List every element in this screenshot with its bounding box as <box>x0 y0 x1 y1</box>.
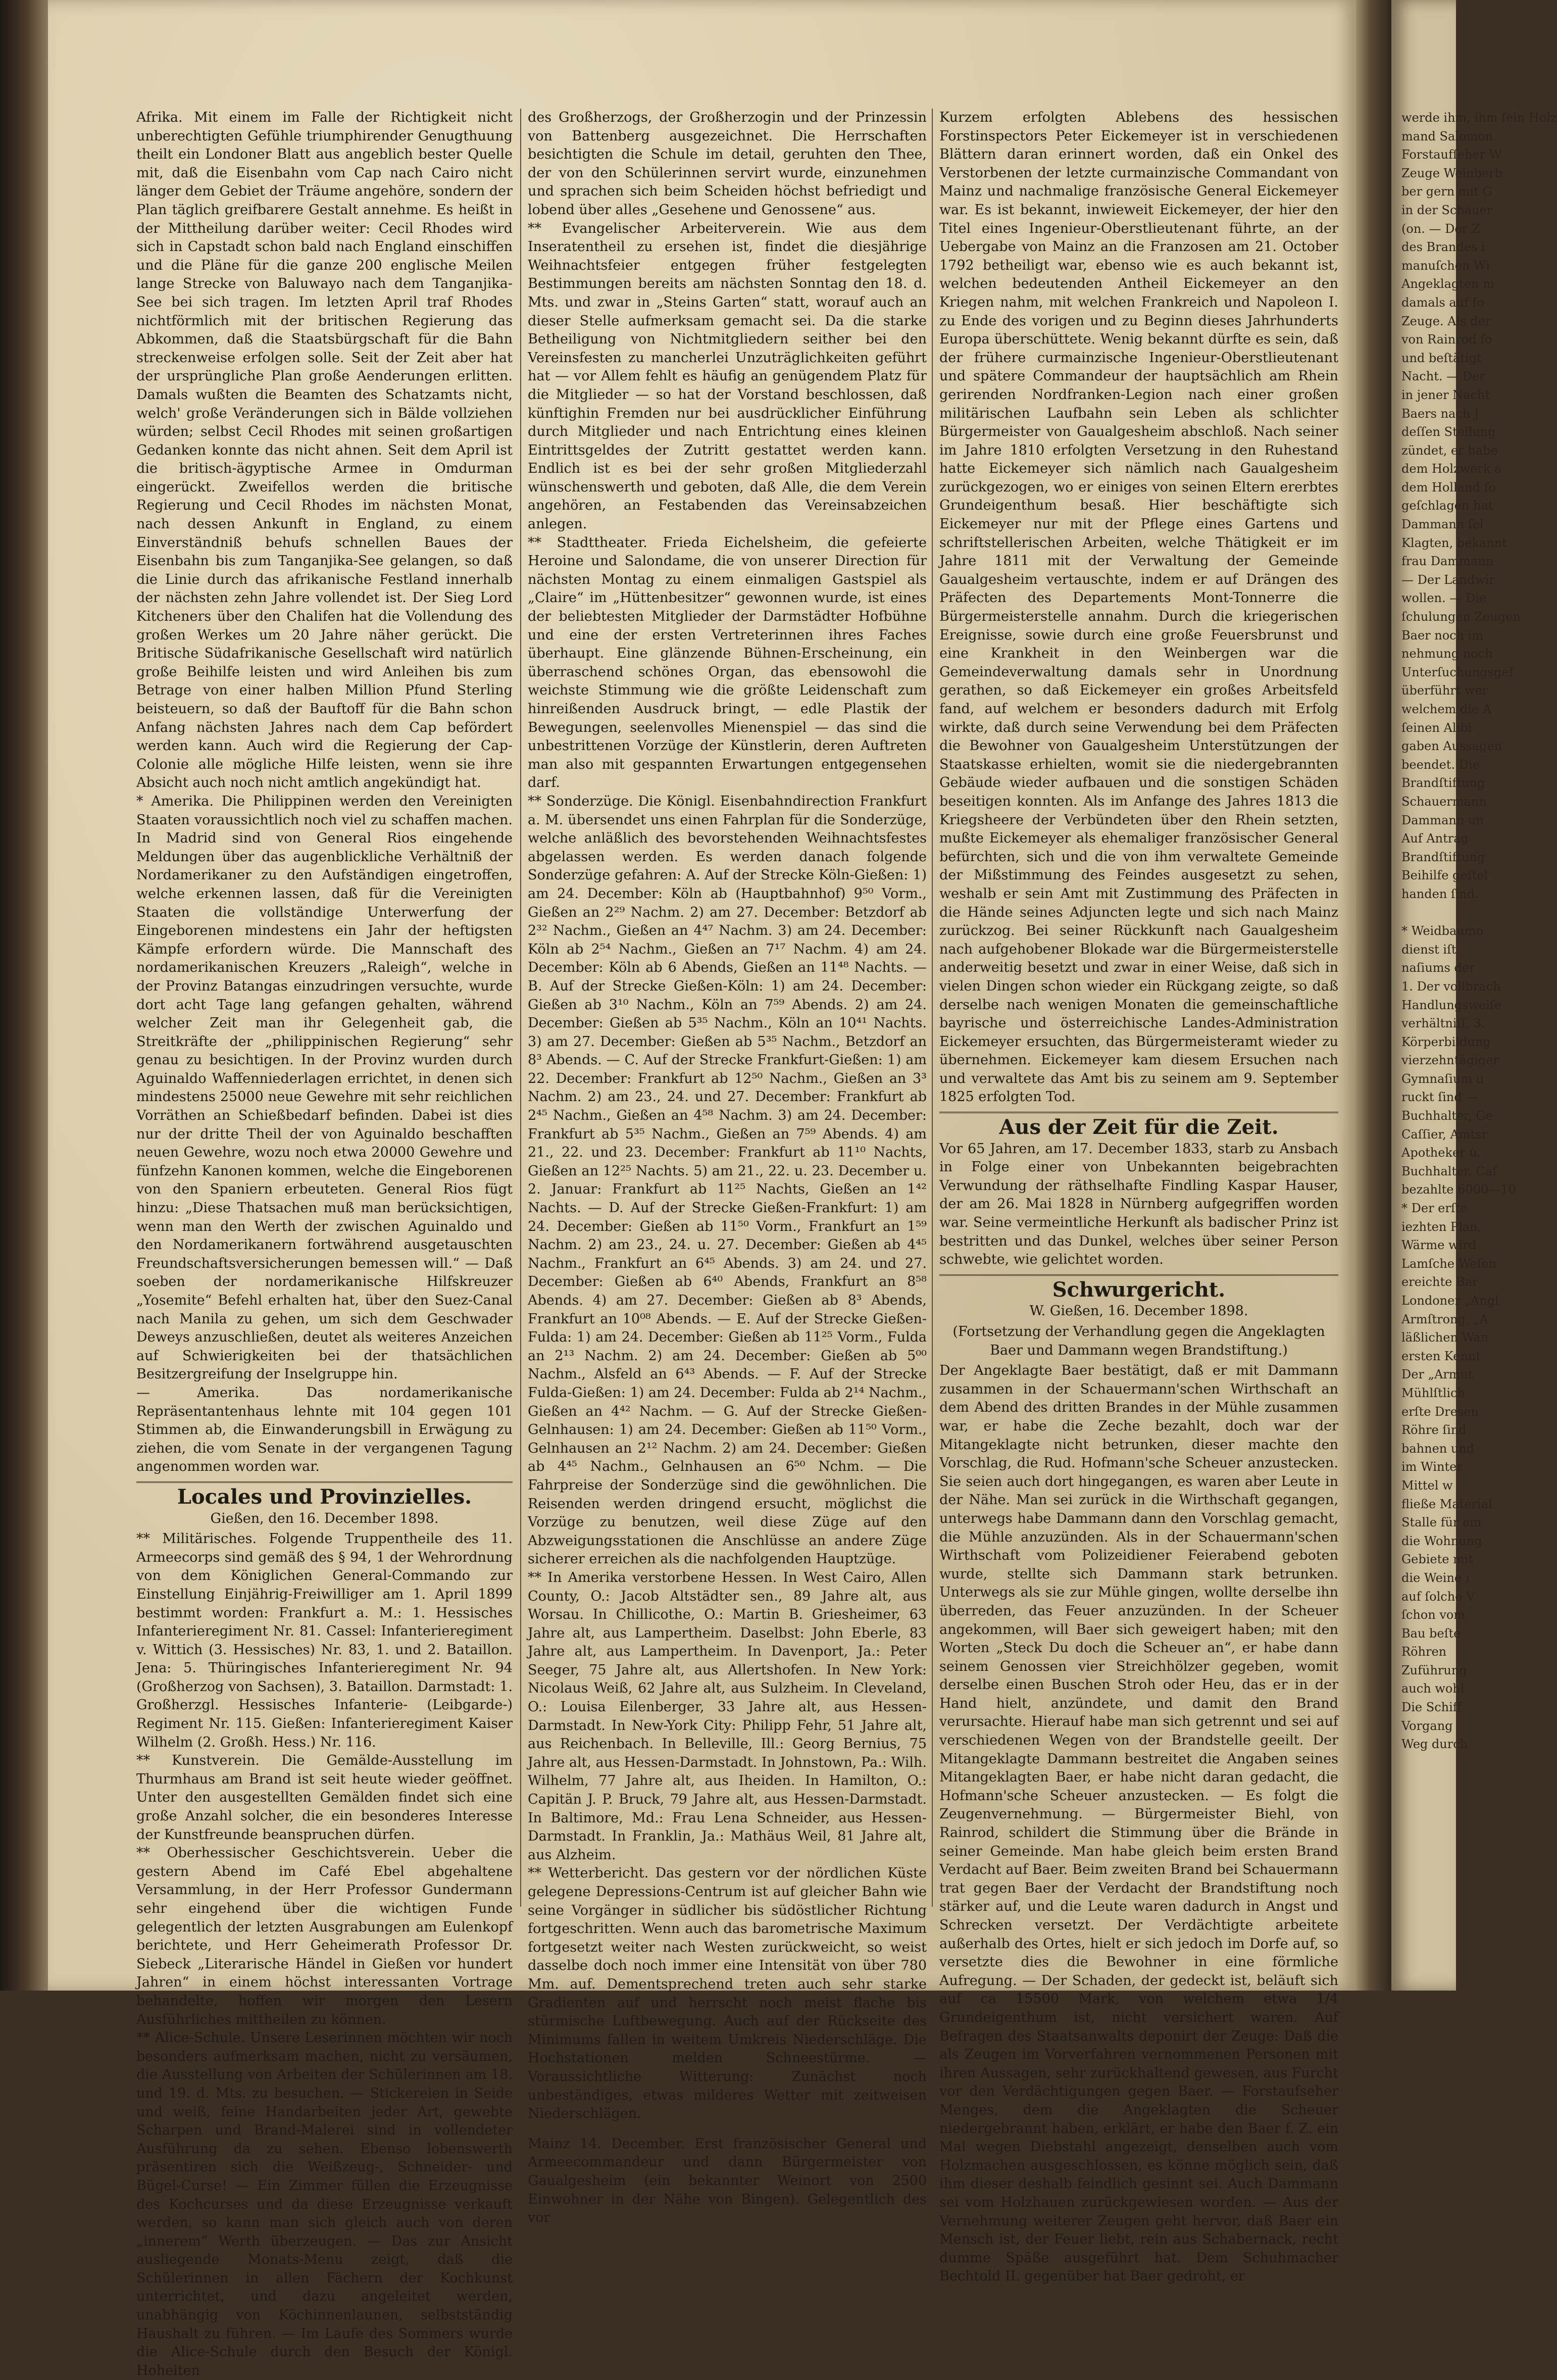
facing-page-line: Nacht. — Der <box>1401 369 1485 384</box>
facing-page-line: ſchon vom <box>1401 1608 1466 1622</box>
facing-page-line: 1. Der vollbrach <box>1401 979 1501 994</box>
article-mainz-cont: Kurzem erfolgten Ablebens des hessischen Forstinspectors Peter Eickemeyer ist in verschiedenen Blättern daran erinnert worden, daß ein Onkel des Verstorbenen der letzte curmainzische Commandant von Mainz und nachmalige französische General Eickemeyer war. Es ist bekannt, inwieweit Eickemeyer, der hier den Titel eines Ingenieur-Oberstlieutenant führte, an der Uebergabe von Mainz an die Franzosen am 21. October 1792 betheiligt war, ebenso wie es auch bekannt ist, welchen bedeutenden Antheil Eickemeyer an den Kriegen nahm, mit welchen Frankreich und Napoleon I. zu Ende des vorigen und zu Beginn dieses Jahrhunderts Europa überschüttete. Wenig bekannt dürfte es sein, daß der frühere curmainzische Ingenieur-Oberstlieutenant und spätere Commandeur der hauptsächlich am Rhein gerirenden Nordfranken-Legion nach einer großen militärischen Laufbahn sein Leben als schlichter Bürgermeister von Gaualgesheim abschloß. Nach seiner im Jahre 1810 erfolgten Versetzung in den Ruhestand hatte Eickemeyer sich nämlich nach Gaualgesheim zurückgezogen, wo er einiges von seinen Eltern ererbtes Grundeigenthum besaß. Hier beschäftigte sich Eickemeyer nur mit der Pflege eines Gartens und schriftstellerischen Arbeiten, welche Thätigkeit er im Jahre 1811 mit der Verwaltung der Gemeinde Gaualgesheim vertauschte, indem er auf Drängen des Präfecten des Departements Mont-Tonnerre die Bürgermeisterstelle annahm. Durch die kriegerischen Ereignisse, sowie durch eine große Feuersbrunst und eine Krankheit in den Weinbergen war die Gemeindeverwaltung damals sehr in Unordnung gerathen, so daß Eickemeyer ein großes Arbeitsfeld fand, auf welchem er besonders dadurch mit Erfolg wirkte, daß durch seine Verwendung bei dem Präfecten die Bewohner von Gaualgesheim Unterstützungen der Staatskasse erhielten, womit sie die niedergebrannten Gebäude wieder aufbauen und die sonstigen Schäden beseitigen konnten. Als im Anfange des Jahres 1813 die Kriegsheere der Verbündeten über den Rhein setzten, mußte Eickemeyer als ehemaliger französischer General befürchten, sich und die von ihm verwaltete Gemeinde der Mißstimmung des Feindes ausgesetzt zu sehen, weshalb er sein Amt mit Zustimmung des Präfecten in die Hände seines Adjuncten legte und sich nach Mainz zurückzog. Bei seiner Rückkunft nach Gaualgesheim nach aufgehobener Blokade war die Bürgermeisterstelle anderweitig besetzt und zwar in einer Weise, daß sich in vielen Dingen schon wieder ein Rückgang zeigte, so daß derselbe nach wenigen Monaten die gemeinschaftliche bayrische und österreichische Landes-Administration Eickemeyer ersuchten, das Bürgermeisteramt wieder zu übernehmen. Eickemeyer kam diesem Ersuchen nach und verwaltete das Amt bis zu seinem am 9. September 1825 erfolgten Tod. <box>939 110 1338 1105</box>
section-divider <box>939 1274 1338 1276</box>
column-3 <box>939 109 1338 2286</box>
facing-page-line: Zeuge. Als der <box>1401 314 1491 328</box>
book-fold <box>1356 0 1391 1991</box>
facing-page-line: bezahlte 6000—10 <box>1401 1182 1516 1197</box>
facing-page-line: Wärme wird <box>1401 1238 1477 1253</box>
facing-page-line: ber gern mit G <box>1401 184 1492 199</box>
facing-page-line: des Brandes i <box>1401 240 1485 255</box>
facing-page-line: Caſſier, Amtsr <box>1401 1127 1487 1142</box>
facing-page-line: Armſtrong, „A <box>1401 1312 1488 1326</box>
facing-page-line: Auf Antrag <box>1401 831 1469 846</box>
facing-page-line: Mittel w <box>1401 1478 1453 1493</box>
facing-page-line: handen ſind. <box>1401 886 1479 901</box>
facing-page-line: Unterſuchungsgef <box>1401 665 1514 679</box>
article-alice-schule-cont: des Großherzogs, der Großherzogin und der Prinzessin von Battenberg ausgezeichnet. Die Herrschaften besichtigten die Schule im detail, geruhten den Thee, der von den Schülerinnen servirt wurde, einzunehmen und sprachen sich beim Scheiden höchst befriedigt und lobend über alles „Gesehene und Genossene“ aus. <box>528 110 927 218</box>
article-amerika-philippinen: * Amerika. Die Philippinen werden den Vereinigten Staaten voraussichtlich noch viel zu schaffen machen. In Madrid sind von General Rios eingehende Meldungen über das augenblickliche Verhältniß der Nordamerikaner zu den Aufständigen eingetroffen, welche erkennen lassen, daß für die Vereinigten Staaten die vollständige Unterwerfung der Eingeborenen mindestens ein Jahr der heftigsten Kämpfe erfordern würde. Die Mannschaft des nordamerikanischen Kreuzers „Raleigh“, welche in der Provinz Batangas einzudringen versuchte, wurde dort acht Tage lang gefangen gehalten, während welcher Zeit man ihr Gelegenheit gab, die Streitkräfte der „philippinischen Regierung“ sehr genau zu besichtigen. In der Provinz wurden durch Aguinaldo Waffenniederlagen errichtet, in denen sich mindestens 25000 neue Gewehre mit sehr reichlichen Vorräthen an Schießbedarf befinden. Dabei ist dies nur der dritte Theil der von Aguinaldo beschafften neuen Gewehre, wozu noch etwa 20000 Gewehre und fünfzehn Kanonen kommen, welche die Eingeborenen von den Spaniern erbeuteten. General Rios fügt hinzu: „Diese Thatsachen muß man berücksichtigen, wenn man den Werth der zwischen Aguinaldo und den Nordamerikanern fortwährend ausgetauschten Freundschaftsversicherungen bemessen will.“ — Daß soeben der nordamerikanische Hilfskreuzer „Yosemite“ Befehl erhalten hat, über den Suez-Canal nach Manila zu gehen, um sich dem Geschwader Deweys anzuschließen, deutet als weiteres Anzeichen auf Schwierigkeiten bei der thatsächlichen Besitzergreifung der Inselgruppe hin. <box>136 793 513 1382</box>
facing-page-line: Mühlſtlich <box>1401 1385 1465 1400</box>
facing-page-line: mand Salomon <box>1401 129 1493 143</box>
facing-page-line: iezhten Plan, <box>1401 1219 1482 1234</box>
facing-page-line: beendet. Die <box>1401 757 1480 772</box>
facing-page-line: Angeklagten m <box>1401 277 1494 291</box>
facing-page-line: Handlungsweiſe <box>1401 998 1501 1012</box>
section-heading-zeit: Aus der Zeit für die Zeit. <box>999 1115 1279 1139</box>
facing-page-line: ſchulungen Zeugen <box>1401 610 1521 624</box>
facing-page-line: auf ſolche V <box>1401 1589 1475 1604</box>
facing-page-line: ersten Kennt <box>1401 1349 1481 1363</box>
facing-page-line: Die Schiff <box>1401 1700 1462 1715</box>
facing-page-line: Dammann ſel <box>1401 517 1484 532</box>
column-1 <box>136 109 513 2380</box>
facing-page-line: erſte Dresen <box>1401 1404 1479 1419</box>
facing-page-line: Forstaufſeher W <box>1401 147 1502 162</box>
facing-page-line: wollen. — Die <box>1401 591 1487 606</box>
section-divider <box>136 1481 513 1483</box>
column-2 <box>528 109 927 2227</box>
facing-page-line: deſſen Stellung <box>1401 425 1496 439</box>
facing-page-line: nehmung noch <box>1401 647 1493 661</box>
facing-page-line: gaben Aussagen <box>1401 739 1502 754</box>
facing-page-line: (on. — Der Z <box>1401 221 1480 236</box>
facing-page-line: läßlichen Wan <box>1401 1330 1488 1345</box>
facing-page-line: Zuführung <box>1401 1663 1467 1677</box>
article-alice-schule: ** Alice-Schule. Unsere Leserinnen möchten wir noch besonders aufmerksam machen, nicht zu versäumen, die Ausstellung von Arbeiten der Schülerinnen am 18. und 19. d. Mts. zu besuchen. — Stickereien in Seide und weiß, feine Handarbeiten jeder Art, gewebte Scharpen und Brand-Malerei sind in vollendeter Ausführung da zu sehen. Ebenso lobenswerth präsentiren sich die Weißzeug-, Schneider- und Bügel-Curse! — Ein Zimmer füllen die Erzeugnisse des Kochcurses und da diese Erzeugnisse verkauft werden, so kann man sich gleich auch von deren „innerem“ Werth überzeugen. — Das zur Ansicht ausliegende Monats-Menu zeigt, daß die Schülerinnen in allen Fächern der Kochkunst unterrichtet, und dazu angeleitet werden, unabhängig von Köchinnenlaunen, selbstständig Haushalt zu führen. — Im Laufe des Sommers wurde die Alice-Schule durch den Besuch der Königl. Hoheiten <box>136 2030 513 2378</box>
facing-page-line: Gymnaſium u <box>1401 1071 1484 1086</box>
schwurgericht-subtitle: (Fortsetzung der Verhandlung gegen die Angeklagten Baer und Dammann wegen Brandstiftung.) <box>952 1324 1325 1358</box>
facing-page-line: Vorgang <box>1401 1718 1453 1733</box>
article-militaerisches: ** Militärisches. Folgende Truppentheile des 11. Armeecorps sind gemäß des § 94, 1 der Wehrordnung von dem Königlichen General-Commando zur Einstellung Einjährig-Freiwilliger am 1. April 1899 bestimmt worden: Frankfurt a. M.: 1. Hessisches Infanterieregiment Nr. 81. Cassel: Infanterieregiment v. Wittich (3. Hessisches) Nr. 83, 1. und 2. Bataillon. Jena: 5. Thüringisches Infanterieregiment Nr. 94 (Großherzog von Sachsen), 3. Bataillon. Darmstadt: 1. Großherzgl. Hessisches Infanterie- (Leibgarde-) Regiment Nr. 115. Gießen: Infanterieregiment Kaiser Wilhelm (2. Großh. Hess.) Nr. 116. <box>136 1531 513 1750</box>
facing-page-line: Körperbildung <box>1401 1034 1491 1049</box>
article-sonderzuege: ** Sonderzüge. Die Königl. Eisenbahndirection Frankfurt a. M. übersendet uns einen Fahrplan für die Sonderzüge, welche anläßlich des bevorstehenden Weihnachtsfestes abgelassen werden. Es werden danach folgende Sonderzüge gefahren: A. Auf der Strecke Köln-Gießen: 1) am 24. December: Köln ab (Hauptbahnhof) 9⁵⁰ Vorm., Gießen an 2²⁹ Nachm. 2) am 27. December: Betzdorf ab 2³² Nachm., Gießen an 4⁴⁷ Nachm. 3) am 24. December: Köln ab 2⁵⁴ Nachm., Gießen an 7¹⁷ Nachm. 4) am 24. December: Köln ab 6 Abends, Gießen an 11⁴⁸ Nachts. — B. Auf der Strecke Gießen-Köln: 1) am 24. December: Gießen ab 3¹⁰ Nachm., Köln an 7⁵⁹ Abends. 2) am 24. December: Gießen ab 5³⁵ Nachm., Köln an 10⁴¹ Nachts. 3) am 27. December: Gießen ab 5³⁵ Nachm., Betzdorf an 8³ Abends. — C. Auf der Strecke Frankfurt-Gießen: 1) am 22. December: Frankfurt ab 12⁵⁰ Nachm., Gießen an 3³ Nachm. 2) am 23., 24. und 27. December: Frankfurt ab 2⁴⁵ Nachm., Gießen an 4⁵⁸ Nachm. 3) am 24. December: Frankfurt ab 5³⁵ Nachm., Gießen an 7⁵⁹ Abends. 4) am 21., 22. und 23. December: Frankfurt ab 11¹⁰ Nachts, Gießen an 12²⁵ Nachts. 5) am 21., 22. u. 23. December u. 2. Januar: Frankfurt ab 11²⁵ Nachts, Gießen an 1⁴² Nachts. — D. Auf der Strecke Gießen-Frankfurt: 1) am 24. December: Gießen ab 11⁵⁰ Vorm., Frankfurt an 1⁵⁹ Nachm. 2) am 23., 24. u. 27. December: Gießen ab 4⁴⁵ Nachm., Frankfurt an 6⁴⁵ Abends. 3) am 24. und 27. December: Gießen ab 6⁴⁰ Abends, Frankfurt an 8⁵⁸ Abends. 4) am 27. December: Gießen ab 8³ Abends, Frankfurt an 10⁰⁸ Abends. — E. Auf der Strecke Gießen-Fulda: 1) am 24. December: Gießen ab 11²⁵ Vorm., Fulda an 2¹³ Nachm. 2) am 24. December: Gießen ab 5⁰⁰ Nachm., Alsfeld an 6⁴³ Abends. — F. Auf der Strecke Fulda-Gießen: 1) am 24. December: Fulda ab 2¹⁴ Nachm., Gießen an 4⁴² Nachm. — G. Auf der Strecke Gießen-Gelnhausen: 1) am 24. December: Gießen ab 11⁵⁰ Vorm., Gelnhausen an 2¹² Nachm. 2) am 24. December: Gießen ab 4⁴⁵ Nachm., Gelnhausen an 6⁵⁰ Nchm. — Die Fahrpreise der Sonderzüge sind die gewöhnlichen. Die Reisenden werden dringend ersucht, möglichst die Vorzüge zu benutzen, weil diese Züge auf den Abzweigungsstationen die Anschlüsse an andere Züge sicherer erreichen als die nachfolgenden Hauptzüge. <box>528 793 927 1567</box>
book-gutter-left <box>0 0 48 1991</box>
facing-page-line: werde ihm, ihm ſein Holz <box>1401 111 1557 125</box>
facing-page-line: Apotheker u. <box>1401 1146 1481 1160</box>
facing-page-line: Der „Armut <box>1401 1367 1473 1382</box>
section-divider <box>939 1112 1338 1113</box>
facing-page-line: im Winter <box>1401 1460 1463 1474</box>
facing-page-line: vierzehntägiger <box>1401 1053 1499 1068</box>
facing-page-line: die Wohnung <box>1401 1533 1482 1548</box>
article-amerika-hessen: ** In Amerika verstorbene Hessen. In West Cairo, Allen County, O.: Jacob Altstädter sen., 89 Jahre alt, aus Worsau. In Chillicothe, O.: Martin B. Griesheimer, 63 Jahre alt, aus Lampertheim. Daselbst: John Eberle, 83 Jahre alt, aus Lampertheim. In Davenport, Ja.: Peter Seeger, 75 Jahre alt, aus Allertshofen. In New York: Nicolaus Weiß, 62 Jahre alt, aus Sulzheim. In Cleveland, O.: Louisa Eilenberger, 33 Jahre alt, aus Hessen-Darmstadt. In New-York City: Philipp Fehr, 51 Jahre alt, aus Reichenbach. In Belleville, Ill.: Georg Bernius, 75 Jahre alt, aus Hessen-Darmstadt. In Johnstown, Pa.: Wilh. Wilhelm, 77 Jahre alt, aus Iheiden. In Hamilton, O.: Capitän J. P. Bruck, 79 Jahre alt, aus Hessen-Darmstadt. In Baltimore, Md.: Frau Lena Schneider, aus Hessen-Darmstadt. In Franklin, Ja.: Mathäus Weil, 81 Jahre alt, aus Alzheim. <box>528 1569 927 1863</box>
facing-page-line: Beihilfe geſtel <box>1401 868 1488 883</box>
facing-page-line: Baer noch im <box>1401 628 1484 642</box>
facing-page-line: geſchlagen hat <box>1401 499 1493 513</box>
article-geschichtsverein: ** Oberhessischer Geschichtsverein. Ueber die gestern Abend im Café Ebel abgehaltene Versammlung, in der Herr Professor Gundermann sehr eingehend über die wichtigen Funde gelegentlich der letzten Ausgrabungen am Eulenkopf berichtete, und Herr Geheimerath Professor Dr. Siebeck „Literarische Händel in Gießen vor hundert Jahren“ in einem höchst interessanten Vortrage behandelte, hoffen wir morgen den Lesern Ausführliches mittheilen zu können. <box>136 1845 513 2027</box>
facing-page-line: * Der erſte <box>1401 1201 1468 1216</box>
column-rule-1 <box>520 109 521 1907</box>
facing-page-line: Londoner „Angl <box>1401 1294 1499 1308</box>
article-mainz: Mainz 14. December. Erst französischer General und Armeecommandeur und dann Bürgermeister von Gaualgesheim (ein bekannter Weinort von 2500 Einwohner in der Nähe von Bingen). Gelegentlich des vor <box>528 2136 927 2226</box>
facing-page-line: Klagten, bekannt <box>1401 535 1507 550</box>
facing-page-line: dem Holzwerk a <box>1401 462 1502 476</box>
facing-page-line: damals auf ſo <box>1401 295 1484 310</box>
facing-page-line: ſeinen Alibi <box>1401 720 1472 735</box>
section-heading-schwurgericht: Schwurgericht. <box>1052 1277 1226 1302</box>
column-rule-2 <box>932 109 933 1907</box>
facing-page-line: Röhren <box>1401 1645 1447 1659</box>
article-amerika-repraesentantenhaus: — Amerika. Das nordamerikanische Repräsentantenhaus lehnte mit 104 gegen 101 Stimmen ab, die Einwanderungsbill in Erwägung zu ziehen, die vom Senate in der vergangenen Tagung angenommen worden war. <box>136 1384 513 1475</box>
section-divider <box>528 2128 927 2130</box>
article-schwurgericht: Der Angeklagte Baer bestätigt, daß er mit Dammann zusammen in der Schauermann'schen Wirthschaft an dem Abend des dritten Brandes in der Mühle zusammen war, er habe die Zeche bezahlt, doch war der Mitangeklagte nicht betrunken, dieser machte den Vorschlag, die Rud. Hofmann'sche Scheuer anzustecken. Sie seien auch dort hingegangen, es waren aber Leute in der Nähe. Man sei zurück in die Wirthschaft gegangen, unterwegs habe Dammann dann den Vorschlag gemacht, die Mühle anzuzünden. Als in der Schauermann'schen Wirthschaft vom Polizeidiener Feierabend geboten wurde, stellte sich Dammann stark betrunken. Unterwegs als sie zur Mühle gingen, wollte derselbe ihn überreden, das Feuer anzuzünden. In der Scheuer angekommen, will Baer sich geweigert haben; mit den Worten „Steck Du doch die Scheuer an“, er habe dann seinem Genossen vier Streichhölzer gegeben, womit derselbe einen Buschen Stroh oder Heu, das er in der Hand hielt, anzündete, und damit den Brand verursachte. Hierauf habe man sich getrennt und sei auf verschiedenen Wegen von der Brandstelle geeilt. Der Mitangeklagte Dammann bestreitet die Angaben seines Mitangeklagten Baer, er habe nicht daran gedacht, die Hofmann'sche Scheuer anzustecken. — Es folgt die Zeugenvernehmung. — Bürgermeister Biehl, von Rainrod, schildert die Stimmung über die Brände in seiner Gemeinde. Man habe gleich beim ersten Brand Verdacht auf Baer. Beim zweiten Brand bei Schauermann trat gegen Baer der Verdacht der Brandstiftung noch stärker auf, und die Leute waren dadurch in Angst und Schrecken versetzt. Der Verdächtigte arbeitete außerhalb des Ortes, hielt er sich jedoch im Dorfe auf, so versetzte dies die Bewohner in eine förmliche Aufregung. — Der Schaden, der gedeckt ist, beläuft sich auf ca 15500 Mark, von welchem etwa 1/4 Grundeigenthum ist, nicht versichert waren. Auf Befragen des Staatsanwalts deponirt der Zeuge: Daß die als Zeugen im Vorverfahren vernommenen Personen mit ihren Aussagen, sehr zurückhaltend gewesen, aus Furcht vor den Verdächtigungen gegen Baer. — Forstaufseher Menges, dem die Angeklagten die Scheuer niedergebrannt haben, erklärt, er habe den Baer f. Z. ein Mal wegen Diebstahl angezeigt, denselben auch vom Holzmachen ausgeschlossen, es könne möglich sein, daß ihm dieser deshalb feindlich gesinnt sei. Auch Dammann sei vom Holzhauen zurückgewiesen worden. — Aus der Vernehmung weiterer Zeugen geht hervor, daß Baer ein Mensch ist, der Feuer liebt, rein aus Schabernack, recht dumme Späße ausgeführt hat. Dem Schuhmacher Bechtold II. gegenüber hat Baer gedroht, er <box>939 1363 1338 2285</box>
facing-page-line: Zeuge Weinberb <box>1401 166 1502 180</box>
facing-page-line: Brandſtiftung <box>1401 776 1485 790</box>
facing-page-line: dienst iſt <box>1401 942 1456 957</box>
facing-page-line: zündet, er habe <box>1401 443 1498 458</box>
dateline-schwurgericht: W. Gießen, 16. December 1898. <box>1029 1303 1248 1319</box>
facing-page-line: Stalle für ein <box>1401 1515 1482 1530</box>
facing-page-line: Dammann un <box>1401 813 1484 827</box>
facing-page-text <box>1401 109 1557 1754</box>
facing-page-line: welchem die A <box>1401 702 1492 716</box>
article-arbeiterverein: ** Evangelischer Arbeiterverein. Wie aus dem Inseratentheil zu ersehen ist, findet die diesjährige Weihnachtsfeier entgegen früher festgelegten Bestimmungen bereits am nächsten Sonntag den 18. d. Mts. und zwar in „Steins Garten“ statt, worauf auch an dieser Stelle aufmerksam gemacht sei. Da die starke Betheiligung von Nichtmitgliedern seither bei den Vereinsfesten zu mancherlei Unzuträglichkeiten geführt hat — vor Allem fehlt es häufig an genügendem Platz für die Mitglieder — so hat der Vorstand beschlossen, daß künftighin Fremden nur bei ausdrücklicher Einführung durch Mitglieder und nach Entrichtung eines kleinen Eintrittsgeldes der Zutritt gestattet werden kann. Endlich ist es bei der sehr großen Mitgliederzahl wünschenswerth und geboten, daß Alle, die dem Verein angehören, an Festabenden das Vereinsabzeichen anlegen. <box>528 220 927 532</box>
facing-page-line: und beſtätigt <box>1401 351 1482 365</box>
facing-page-line: ruckt ſind — <box>1401 1090 1478 1105</box>
facing-page-line: in jener Nacht <box>1401 387 1490 402</box>
facing-page-line: manuſchen Wi <box>1401 258 1490 273</box>
facing-page-line: überführt wer <box>1401 683 1488 698</box>
article-afrika: Afrika. Mit einem im Falle der Richtigkeit nicht unberechtigten Gefühle triumphirender Genugthuung theilt ein Londoner Blatt aus angeblich bester Quelle mit, daß die Eisenbahn vom Cap nach Cairo nicht länger dem Gebiet der Träume angehöre, sondern der Plan täglich greifbarere Gestalt annehme. Es heißt in der Mittheilung darüber weiter: Cecil Rhodes wird sich in Capstadt schon bald nach England einschiffen und die Pläne für die ganze 200 englische Meilen lange Strecke von Baluwayo nach dem Tanganjika-See bei sich tragen. Im letzten April traf Rhodes nichtförmlich mit der britischen Regierung das Abkommen, daß die Staatsbürgschaft für die Bahn streckenweise erfolgen solle. Seit der Zeit aber hat der ursprüngliche Plan große Aenderungen erlitten. Damals wußten die Beamten des Schatzamts nicht, welch' große Veränderungen sich in Bälde vollziehen würden; selbst Cecil Rhodes mit seinen großartigen Gedanken konnte das nicht ahnen. Seit dem April ist die britisch-ägyptische Armee in Omdurman eingerückt. Zweifellos werden die britische Regierung und Cecil Rhodes im nächsten Monat, nach dessen Ankunft in England, zu einem Einverständniß behufs schnellen Baues der Eisenbahn bis zum Tanganjika-See gelangen, so daß die Linie durch das afrikanische Festland innerhalb der nächsten zehn Jahre vollendet ist. Der Sieg Lord Kitcheners über den Chalifen hat die Vollendung des großen Werkes um 20 Jahre näher gerückt. Die Britische Südafrikanische Gesellschaft wird natürlich große Beihilfe leisten und wird Anleihen bis zum Betrage von einer halben Million Pfund Sterling beisteuern, so daß der Bauftoff für die Bahn schon Anfang nächsten Jahres nach dem Cap befördert werden kann. Auch wird die Regierung der Cap-Colonie alle mögliche Hilfe leisten, wenn sie ihre Absicht auch noch nicht amtlich angekündigt hat. <box>136 110 513 791</box>
facing-page-line: Röhre ſind <box>1401 1423 1467 1437</box>
article-wetterbericht: ** Wetterbericht. Das gestern vor der nördlichen Küste gelegene Depressions-Centrum ist auf gleicher Bahn wie seine Vorgänger in südlicher bis südöstlicher Richtung fortgeschritten. Wenn auch das barometrische Maximum fortgesetzt weiter nach Westen zurückweicht, so weist dasselbe doch noch immer eine Intensität von über 780 Mm. auf. Dementsprechend treten auch sehr starke Gradienten auf und herrscht noch meist flache bis stürmische Luftbewegung. Auch auf der Rückseite des Minimums fallen in weitem Umkreis Niederschläge. Die Hochstationen melden Schneestürme. — Voraussichtliche Witterung: Zunächst noch unbeständiges, etwas milderes Wetter mit zeitweisen Niederschlägen. <box>528 1865 927 2122</box>
facing-page-line: in der Schauer <box>1401 203 1493 217</box>
facing-page-line: Buchhalter, Ge <box>1401 1109 1493 1123</box>
facing-page-line: Buchhalter, Caſ <box>1401 1164 1497 1178</box>
article-stadttheater: ** Stadttheater. Frieda Eichelsheim, die gefeierte Heroine und Salondame, die von unserer Direction für nächsten Montag zu einem einmaligen Gastspiel als „Claire“ im „Hüttenbesitzer“ gewonnen wurde, ist eines der beliebtesten Mitglieder der Darmstädter Hofbühne und eine der ersten Vertreterinnen ihres Faches überhaupt. Eine glänzende Bühnen-Erscheinung, ein überraschend schönes Organ, das ebensowohl die weichste Stimmung wie die größte Leidenschaft zum hinreißenden Ausdruck bringt, — edle Plastik der Bewegungen, seelenvolles Mienenspiel — das sind die unbestrittenen Vorzüge der Künstlerin, deren Auftreten man also mit gespannten Erwartungen entgegensehen darf. <box>528 534 927 791</box>
facing-page-line: dem Holland ſo <box>1401 480 1496 494</box>
facing-page-line: auch wohl <box>1401 1681 1465 1696</box>
dateline-giessen: Gießen, den 16. December 1898. <box>210 1510 439 1526</box>
article-kunstverein: ** Kunstverein. Die Gemälde-Ausstellung im Thurmhaus am Brand ist seit heute wieder geöffnet. Unter den ausgestellten Gemälden findet sich eine große Anzahl solcher, die ein besonderes Interesse der Kunstfreunde beanspruchen dürfen. <box>136 1753 513 1843</box>
facing-page-line <box>1401 904 1457 922</box>
facing-page-line: Bau beſte <box>1401 1626 1461 1641</box>
facing-page-line: die Weine i <box>1401 1570 1470 1585</box>
facing-page-line: Gebiete mit <box>1401 1552 1474 1567</box>
facing-page-line: frau Dammann <box>1401 554 1494 569</box>
facing-page-line: ereichte Bar <box>1401 1275 1478 1290</box>
section-heading-locales: Locales und Provinzielles. <box>177 1484 472 1509</box>
facing-page-line: naſiums der <box>1401 961 1475 975</box>
facing-page-line: Schauermann <box>1401 794 1487 809</box>
facing-page-line: von Rainrod ſo <box>1401 332 1492 347</box>
facing-page-line: bahnen und <box>1401 1441 1475 1456</box>
facing-page-line: Brandſtiftung <box>1401 850 1485 864</box>
article-kaspar-hauser: Vor 65 Jahren, am 17. December 1833, starb zu Ansbach in Folge einer von Unbekannten beigebrachten Verwundung der räthselhafte Findling Kaspar Hauser, der am 26. Mai 1828 in Nürnberg aufgegriffen worden war. Seine vermeintliche Herkunft als badischer Prinz ist bestritten und das Dunkel, welches über seiner Person schwebte, wie gelichtet worden. <box>939 1141 1338 1268</box>
facing-page-line: fließe Material <box>1401 1497 1492 1511</box>
facing-page-line: Lamſche Weſen <box>1401 1256 1497 1271</box>
facing-page-line: verhältniſſ, 3. <box>1401 1016 1485 1031</box>
facing-page-line: — Der Landwir <box>1401 572 1495 587</box>
facing-page-line: * Weidbaumo <box>1401 924 1483 938</box>
facing-page-line: Baers nach J <box>1401 406 1479 421</box>
facing-page-line: Weg durch <box>1401 1737 1468 1752</box>
